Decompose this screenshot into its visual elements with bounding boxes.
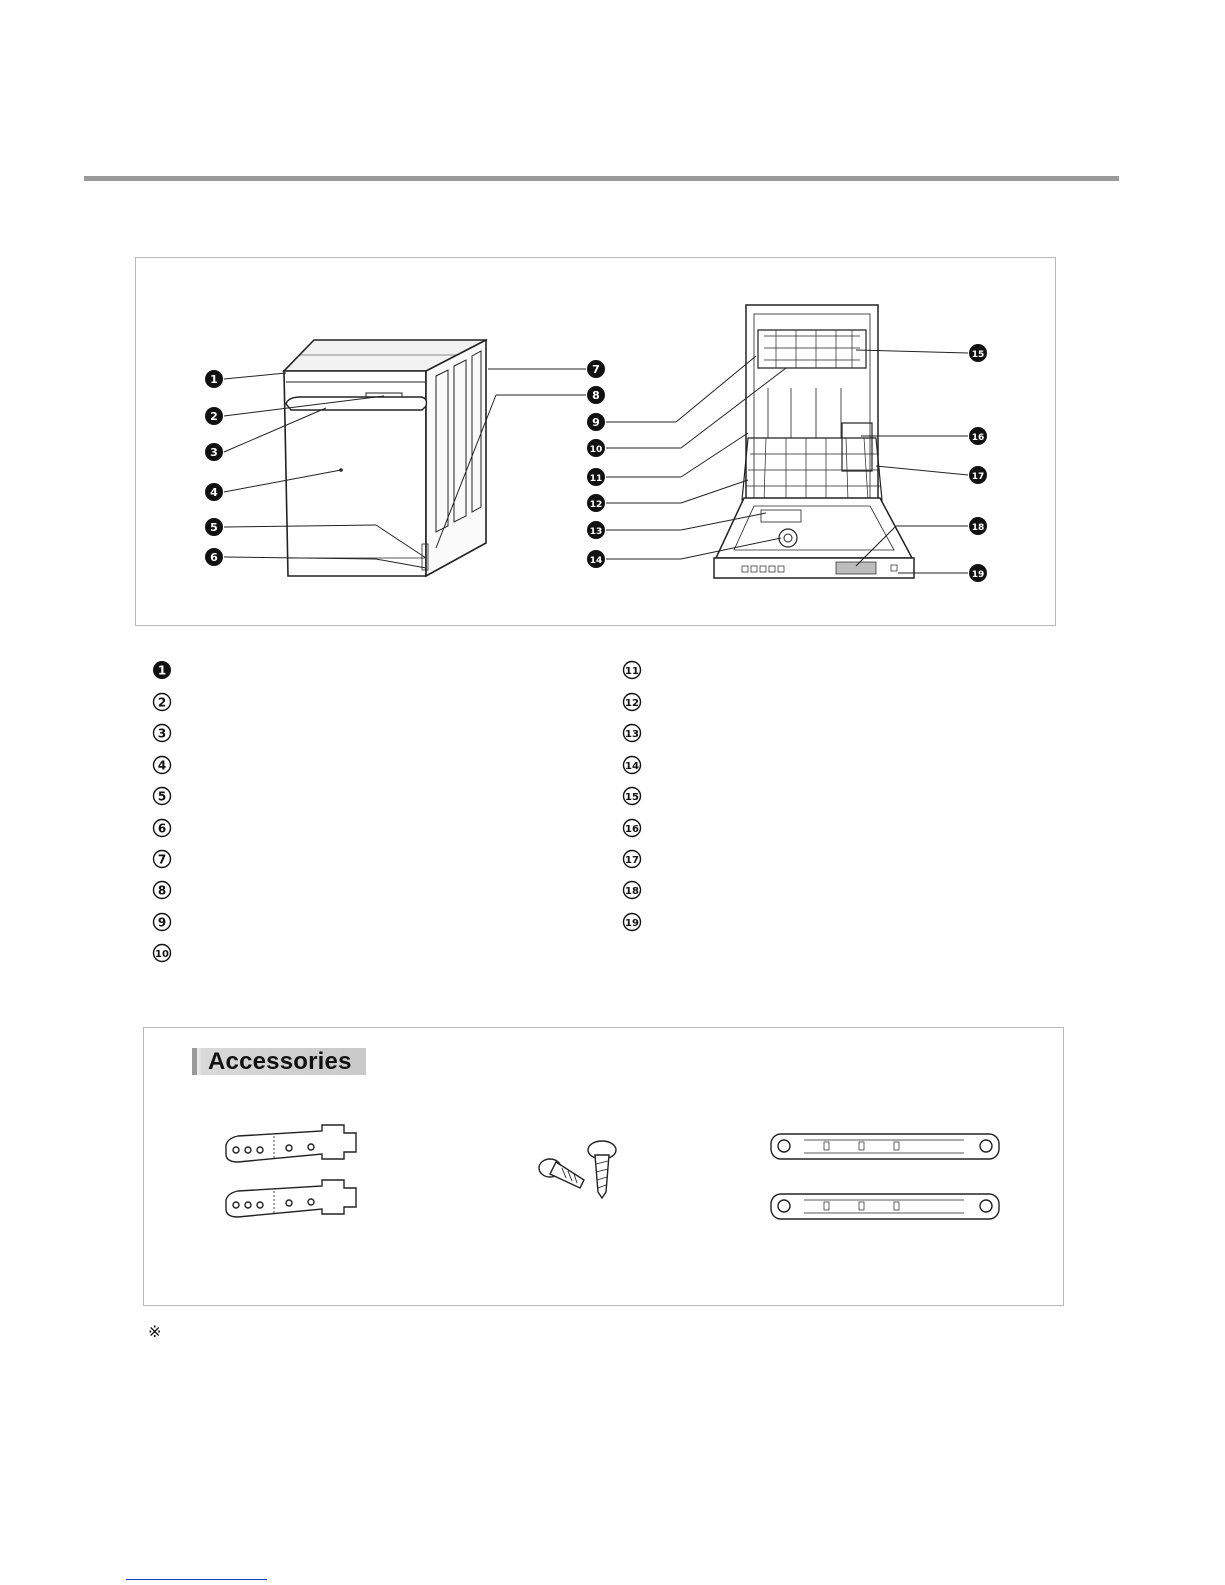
legend-item-2 (152, 692, 172, 712)
svg-text:6: 6 (157, 821, 167, 836)
header-rule (84, 176, 1119, 181)
svg-text:9: 9 (592, 416, 600, 429)
legend-item-4 (152, 755, 172, 775)
callout-16 (969, 427, 987, 445)
svg-text:13: 13 (625, 729, 639, 740)
callout-6 (205, 548, 223, 566)
callout-3 (205, 443, 223, 461)
svg-text:10: 10 (155, 949, 169, 960)
svg-text:14: 14 (625, 761, 639, 772)
svg-text:9: 9 (157, 915, 167, 930)
svg-text:15: 15 (625, 792, 639, 803)
accessories-title: Accessories (208, 1048, 352, 1075)
svg-text:12: 12 (589, 500, 603, 510)
svg-text:10: 10 (589, 445, 603, 455)
svg-text:3: 3 (210, 446, 218, 459)
svg-text:8: 8 (592, 389, 600, 402)
callout-14 (587, 550, 605, 568)
legend-item-3 (152, 723, 172, 743)
svg-text:8: 8 (157, 883, 167, 898)
side-rail-icon (771, 1134, 999, 1159)
svg-text:7: 7 (157, 852, 167, 867)
callout-13 (587, 521, 605, 539)
footer-link-underline[interactable] (126, 1579, 267, 1580)
svg-text:12: 12 (625, 698, 639, 709)
callout-18 (969, 517, 987, 535)
callout-2 (205, 407, 223, 425)
callout-5 (205, 518, 223, 536)
svg-text:15: 15 (971, 350, 985, 360)
accessories-panel (143, 1027, 1064, 1306)
legend-item-7 (152, 849, 172, 869)
legend-item-12 (622, 692, 642, 712)
svg-text:16: 16 (625, 824, 639, 835)
svg-text:5: 5 (210, 521, 218, 534)
svg-text:11: 11 (625, 666, 639, 677)
mounting-bracket-icon-2 (226, 1180, 356, 1217)
dishwasher-illustration (136, 258, 1057, 627)
callout-11 (587, 468, 605, 486)
svg-text:3: 3 (157, 726, 167, 741)
accessories-illustration (144, 1028, 1065, 1307)
svg-text:11: 11 (589, 474, 603, 484)
svg-text:19: 19 (971, 570, 985, 580)
callout-12 (587, 494, 605, 512)
legend-item-1 (152, 660, 172, 680)
legend-item-9 (152, 912, 172, 932)
legend-item-16 (622, 818, 642, 838)
legend-item-14 (622, 755, 642, 775)
callout-15 (969, 344, 987, 362)
svg-text:19: 19 (625, 918, 639, 929)
callout-8 (587, 386, 605, 404)
mounting-bracket-icon (226, 1125, 356, 1162)
svg-text:2: 2 (210, 410, 218, 423)
callout-7 (587, 360, 605, 378)
callout-9 (587, 413, 605, 431)
svg-text:2: 2 (157, 695, 167, 710)
screw-icon (539, 1159, 584, 1188)
svg-text:17: 17 (625, 855, 639, 866)
legend-item-10 (152, 943, 172, 963)
legend-item-6 (152, 818, 172, 838)
legend-item-15 (622, 786, 642, 806)
svg-text:4: 4 (210, 486, 218, 499)
open-dishwasher-drawing (714, 305, 914, 578)
side-rail-icon-2 (771, 1194, 999, 1219)
callout-1 (205, 370, 223, 388)
callout-17 (969, 466, 987, 484)
legend-item-13 (622, 723, 642, 743)
note-reference-mark: ※ (148, 1322, 162, 1341)
legend-item-19 (622, 912, 642, 932)
svg-text:18: 18 (971, 523, 985, 533)
svg-text:5: 5 (157, 789, 167, 804)
svg-text:14: 14 (589, 556, 603, 566)
svg-text:4: 4 (157, 758, 167, 773)
svg-text:16: 16 (971, 433, 985, 443)
svg-text:1: 1 (157, 663, 167, 678)
svg-text:17: 17 (971, 472, 985, 482)
legend-item-5 (152, 786, 172, 806)
callout-4 (205, 483, 223, 501)
dishwasher-diagram (135, 257, 1056, 626)
screw-icon-2 (588, 1141, 616, 1198)
closed-dishwasher-drawing (284, 340, 486, 576)
legend-item-18 (622, 880, 642, 900)
svg-text:7: 7 (592, 363, 600, 376)
legend-item-11 (622, 660, 642, 680)
svg-text:1: 1 (210, 373, 218, 386)
svg-text:18: 18 (625, 886, 639, 897)
svg-text:6: 6 (210, 551, 218, 564)
legend-item-17 (622, 849, 642, 869)
callout-10 (587, 439, 605, 457)
parts-legend (152, 660, 1012, 970)
callout-19 (969, 564, 987, 582)
legend-item-8 (152, 880, 172, 900)
svg-text:13: 13 (589, 527, 603, 537)
